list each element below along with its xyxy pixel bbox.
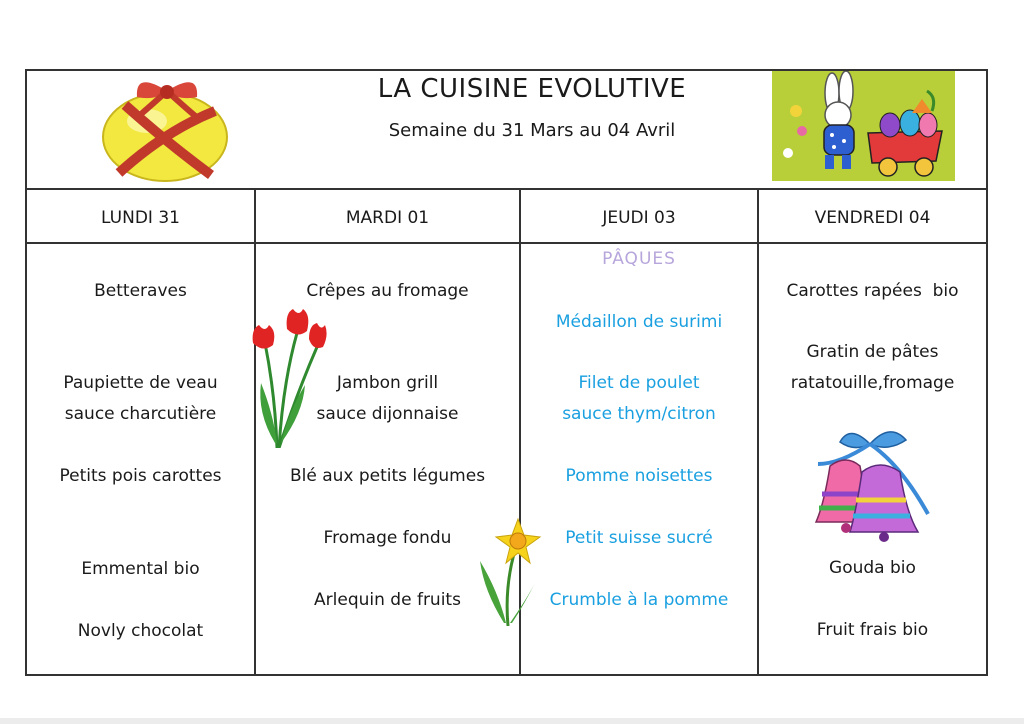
easter-egg-icon xyxy=(85,71,235,189)
menu-item: Petit suisse sucré xyxy=(565,528,713,548)
tulips-icon xyxy=(247,303,327,448)
menu-item: Jambon grill xyxy=(336,373,439,393)
menu-item: Fruit frais bio xyxy=(816,620,929,640)
day-header-mardi: MARDI 01 xyxy=(345,208,430,228)
menu-item: Crumble à la pomme xyxy=(549,590,729,610)
day-header-vendredi: VENDREDI 04 xyxy=(814,208,931,228)
column-divider-3 xyxy=(757,188,759,674)
day-header-jeudi: JEUDI 03 xyxy=(602,208,676,228)
easter-bells-icon xyxy=(810,424,935,542)
menu-item: Blé aux petits légumes xyxy=(289,466,486,486)
menu-item: sauce charcutière xyxy=(64,404,217,424)
menu-item: Filet de poulet xyxy=(578,373,700,393)
menu-item: Petits pois carottes xyxy=(59,466,222,486)
day-header-lundi: LUNDI 31 xyxy=(101,208,180,228)
menu-item: Arlequin de fruits xyxy=(314,590,461,610)
page-edge xyxy=(0,718,1024,724)
day-row-divider xyxy=(27,242,986,244)
menu-item: sauce thym/citron xyxy=(562,404,716,424)
easter-bunny-cart-icon xyxy=(772,71,955,181)
menu-item: Paupiette de veau xyxy=(63,373,218,393)
menu-item: Gouda bio xyxy=(829,558,916,578)
menu-item: sauce dijonnaise xyxy=(316,404,459,424)
menu-week-subtitle: Semaine du 31 Mars au 04 Avril xyxy=(388,120,676,141)
menu-item: Gratin de pâtes xyxy=(806,342,939,362)
menu-item: Crêpes au fromage xyxy=(306,281,469,301)
menu-item: Fromage fondu xyxy=(323,528,452,548)
weekly-menu-table xyxy=(25,69,988,676)
menu-item: Pomme noisettes xyxy=(565,466,713,486)
menu-item: Carottes rapées bio xyxy=(786,281,959,301)
menu-item: Betteraves xyxy=(94,281,187,301)
menu-item: Novly chocolat xyxy=(77,621,204,641)
menu-item: Emmental bio xyxy=(81,559,200,579)
menu-item: ratatouille,fromage xyxy=(790,373,955,393)
menu-item: Médaillon de surimi xyxy=(555,312,723,332)
menu-title: LA CUISINE EVOLUTIVE xyxy=(377,74,687,104)
holiday-label: PÂQUES xyxy=(602,249,676,269)
